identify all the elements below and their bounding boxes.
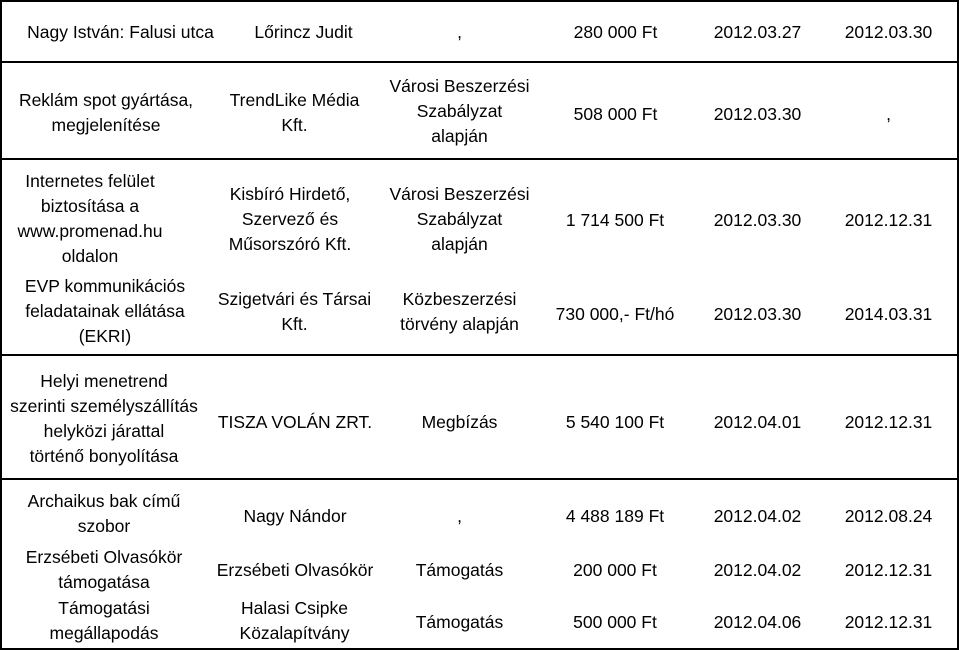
cell-partner (210, 404, 380, 440)
cell-text: történő bonyolítása (29, 446, 179, 466)
cell-start-date (690, 498, 825, 534)
cell-procedure (377, 178, 542, 260)
cell-amount (535, 404, 695, 440)
cell-text: EVP kommunikációs (24, 275, 186, 296)
cell-text: 2012.03.27 (713, 21, 802, 42)
cell-text: Városi Beszerzési (389, 75, 530, 96)
cell-text: 2014.03.31 (844, 303, 933, 324)
cell-end-date (826, 498, 951, 534)
cell-partner (212, 74, 377, 152)
cell-end-date (826, 296, 951, 332)
table-rule (0, 158, 959, 160)
cell-text: Reklám spot gyártása, (18, 90, 194, 110)
cell-text: Közbeszerzési (402, 289, 517, 309)
cell-partner (212, 595, 377, 647)
cell-text: Szabályzat (416, 208, 503, 229)
cell-subject (0, 74, 212, 152)
cell-partner (207, 284, 382, 340)
cell-partner (236, 8, 371, 56)
cell-text: megjelenítése (51, 115, 161, 135)
cell-text: 2012.12.31 (844, 559, 933, 580)
cell-text: 2012.03.30 (713, 103, 802, 124)
cell-text: Kft. (281, 314, 308, 334)
cell-text: biztosítása a (40, 196, 140, 216)
cell-amount (535, 296, 695, 332)
cell-text: Támogatás (415, 611, 504, 632)
cell-text: 2012.12.31 (844, 209, 933, 230)
cell-text: Szabályzat (416, 100, 503, 121)
cell-procedure (377, 70, 542, 152)
cell-text: 2012.12.31 (844, 411, 933, 432)
cell-text: 730 000,- Ft/hó (555, 303, 675, 324)
cell-end-date (826, 96, 951, 132)
cell-amount (535, 498, 695, 534)
cell-end-date (826, 202, 951, 238)
cell-text: Nagy István: Falusi utca (27, 21, 214, 42)
cell-text: alapján (431, 125, 488, 146)
cell-text: támogatása (58, 572, 150, 592)
cell-text: Támogatási (58, 598, 150, 618)
cell-text: 2012.04.06 (713, 611, 802, 632)
cell-procedure (372, 8, 547, 56)
cell-text: 280 000 Ft (573, 21, 658, 42)
cell-text: 2012.04.02 (713, 505, 802, 526)
cell-text: 5 540 100 Ft (565, 411, 665, 432)
cell-text: 2012.12.31 (844, 611, 933, 632)
cell-text: helyközi járattal (43, 421, 165, 441)
cell-text: törvény alapján (400, 314, 519, 334)
cell-text: megállapodás (49, 623, 159, 643)
cell-text: Archaikus bak című (27, 491, 181, 511)
cell-text: Támogatás (415, 559, 504, 580)
cell-text: feladatainak ellátása (25, 300, 185, 321)
cell-text: Helyi menetrend (40, 371, 168, 391)
cell-text: oldalon (61, 246, 119, 266)
cell-text: Közalapítvány (239, 623, 350, 643)
cell-text: 500 000 Ft (573, 611, 657, 632)
cell-text: 508 000 Ft (573, 103, 658, 124)
cell-text: alapján (431, 233, 488, 254)
cell-text: , (457, 505, 462, 526)
cell-text: Szigetvári és Társai (217, 289, 372, 309)
cell-subject (0, 542, 208, 598)
cell-start-date (690, 8, 825, 56)
cell-end-date (826, 604, 951, 640)
cell-text: Kisbíró Hirdető, (229, 183, 351, 204)
cell-amount (535, 604, 695, 640)
cell-text: szerinti személyszállítás (10, 396, 198, 416)
cell-text: 2012.04.01 (713, 411, 802, 432)
cell-text: Erzsébeti Olvasókör (25, 547, 183, 567)
cell-text: Műsorszóró Kft. (228, 233, 352, 254)
cell-subject (0, 486, 208, 542)
cell-subject (0, 366, 208, 472)
cell-subject (8, 8, 233, 56)
cell-text: 4 488 189 Ft (565, 505, 665, 526)
cell-text: Lőrincz Judit (254, 21, 353, 42)
cell-text: Nagy Nándor (243, 505, 347, 526)
cell-text: 2012.03.30 (713, 209, 802, 230)
cell-text: 2012.03.30 (713, 303, 802, 324)
cell-amount (535, 202, 695, 238)
cell-text: Szervező és (241, 208, 339, 229)
cell-text: , (457, 21, 462, 42)
cell-text: Városi Beszerzési (389, 183, 530, 204)
cell-amount (535, 552, 695, 588)
cell-procedure (377, 604, 542, 640)
cell-text: 2012.03.30 (844, 21, 933, 42)
table-rule (0, 61, 959, 63)
table-rule (0, 354, 959, 356)
cell-text: szobor (77, 516, 131, 536)
cell-procedure (377, 498, 542, 534)
cell-text: 200 000 Ft (573, 559, 657, 580)
cell-text: Halasi Csipke (241, 598, 348, 618)
table-rule (0, 0, 959, 2)
cell-text: Megbízás (421, 411, 498, 432)
cell-partner (200, 178, 380, 260)
cell-start-date (690, 404, 825, 440)
cell-start-date (690, 96, 825, 132)
cell-procedure (377, 284, 542, 340)
cell-text: Internetes felület (25, 171, 155, 191)
cell-text: , (886, 103, 891, 124)
cell-amount (548, 8, 683, 56)
cell-start-date (690, 296, 825, 332)
cell-subject (0, 595, 208, 647)
cell-text: (EKRI) (78, 325, 132, 346)
cell-end-date (826, 8, 951, 56)
cell-text: Kft. (281, 115, 308, 135)
cell-procedure (377, 404, 542, 440)
cell-text: www.promenad.hu (17, 221, 163, 241)
cell-partner (220, 498, 370, 534)
cell-start-date (690, 552, 825, 588)
cell-amount (548, 96, 683, 132)
cell-text: TISZA VOLÁN ZRT. (217, 411, 373, 432)
cell-partner (200, 552, 390, 588)
cell-end-date (826, 552, 951, 588)
cell-start-date (690, 202, 825, 238)
cell-text: 2012.04.02 (713, 559, 802, 580)
cell-end-date (826, 404, 951, 440)
cell-text: TrendLike Média (229, 90, 360, 110)
cell-subject (0, 166, 180, 272)
cell-text: 1 714 500 Ft (565, 209, 665, 230)
table-rule (0, 478, 959, 480)
cell-text: 2012.08.24 (844, 505, 933, 526)
cell-procedure (377, 552, 542, 588)
cell-text: Erzsébeti Olvasókör (216, 559, 374, 580)
cell-subject (0, 270, 210, 352)
cell-start-date (690, 604, 825, 640)
